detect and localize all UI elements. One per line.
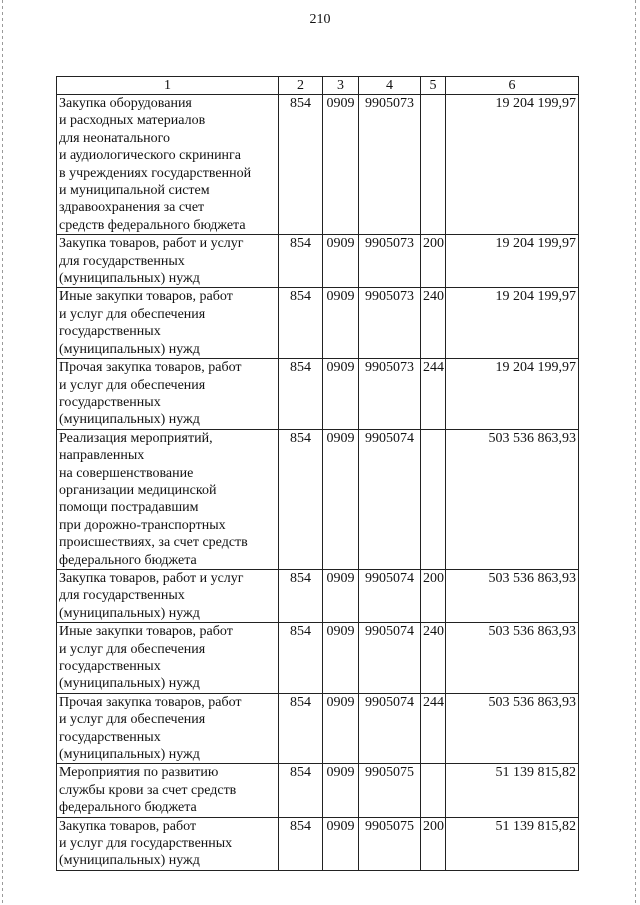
row-amount-cell: 503 536 863,93 bbox=[446, 429, 579, 569]
row-section-cell: 0909 bbox=[323, 359, 359, 430]
row-name-line: и расходных материалов bbox=[59, 113, 206, 129]
scan-edge-right bbox=[635, 0, 636, 905]
row-type-cell: 244 bbox=[421, 359, 446, 430]
row-grbs-cell: 854 bbox=[279, 693, 323, 764]
row-name-line: и услуг для обеспечения bbox=[59, 712, 206, 728]
row-name-line: федерального бюджета bbox=[59, 800, 197, 816]
row-section-cell: 0909 bbox=[323, 569, 359, 622]
row-section-cell: 0909 bbox=[323, 693, 359, 764]
row-type-cell: 200 bbox=[421, 817, 446, 870]
header-cell-target: 4 bbox=[359, 77, 421, 95]
row-name-line: государственных bbox=[59, 394, 161, 410]
row-name-cell bbox=[57, 817, 279, 870]
row-name-line: при дорожно-транспортных bbox=[59, 517, 226, 533]
row-target-cell: 9905074 bbox=[359, 623, 421, 694]
row-name-line: и услуг для обеспечения bbox=[59, 377, 206, 393]
row-target-cell: 9905074 bbox=[359, 569, 421, 622]
table-row bbox=[57, 235, 579, 288]
row-name-line: направленных bbox=[59, 448, 145, 464]
row-name-line: Закупка оборудования bbox=[59, 96, 192, 111]
row-grbs-cell: 854 bbox=[279, 235, 323, 288]
row-target-cell: 9905073 bbox=[359, 288, 421, 359]
row-type-cell: 244 bbox=[421, 693, 446, 764]
row-type-cell bbox=[421, 95, 446, 235]
row-name-line: в учреждениях государственной bbox=[59, 165, 252, 181]
row-name-cell bbox=[57, 623, 279, 694]
row-name-line: помощи пострадавшим bbox=[59, 500, 199, 516]
row-name-line: здравоохранения за счет bbox=[59, 200, 205, 216]
row-name-line: (муниципальных) нужд bbox=[59, 271, 200, 287]
table-row bbox=[57, 95, 579, 235]
row-name-line: средств федерального бюджета bbox=[59, 217, 246, 233]
header-cell-name: 1 bbox=[57, 77, 279, 95]
row-type-cell bbox=[421, 764, 446, 817]
row-name-line: и услуг для государственных bbox=[59, 836, 233, 852]
row-name-cell bbox=[57, 95, 279, 235]
row-name-cell bbox=[57, 288, 279, 359]
row-name-line: Закупка товаров, работ и услуг bbox=[59, 570, 244, 586]
row-name-line: Прочая закупка товаров, работ bbox=[59, 694, 242, 710]
row-type-cell: 200 bbox=[421, 569, 446, 622]
row-name-line: (муниципальных) нужд bbox=[59, 853, 200, 869]
row-name-line: (муниципальных) нужд bbox=[59, 747, 200, 763]
row-grbs-cell: 854 bbox=[279, 359, 323, 430]
table-row bbox=[57, 569, 579, 622]
row-name-line: Закупка товаров, работ bbox=[59, 818, 197, 834]
row-name-line: на совершенствование bbox=[59, 465, 194, 481]
row-name-line: происшествиях, за счет средств bbox=[59, 535, 248, 551]
row-name-line: государственных bbox=[59, 659, 161, 674]
row-name-line: (муниципальных) нужд bbox=[59, 341, 200, 357]
row-grbs-cell: 854 bbox=[279, 764, 323, 817]
row-name-cell bbox=[57, 359, 279, 430]
row-amount-cell: 19 204 199,97 bbox=[446, 359, 579, 430]
row-section-cell: 0909 bbox=[323, 817, 359, 870]
row-name-line: и услуг для обеспечения bbox=[59, 306, 206, 322]
row-target-cell: 9905074 bbox=[359, 693, 421, 764]
row-section-cell: 0909 bbox=[323, 235, 359, 288]
row-grbs-cell: 854 bbox=[279, 429, 323, 569]
row-target-cell: 9905075 bbox=[359, 764, 421, 817]
table-row bbox=[57, 429, 579, 569]
row-section-cell: 0909 bbox=[323, 764, 359, 817]
header-cell-amount: 6 bbox=[446, 77, 579, 95]
row-name-line: и муниципальной систем bbox=[59, 183, 210, 199]
row-section-cell: 0909 bbox=[323, 95, 359, 235]
row-grbs-cell: 854 bbox=[279, 95, 323, 235]
table-row bbox=[57, 764, 579, 817]
row-type-cell: 240 bbox=[421, 623, 446, 694]
row-grbs-cell: 854 bbox=[279, 817, 323, 870]
row-type-cell bbox=[421, 429, 446, 569]
header-cell-type: 5 bbox=[421, 77, 446, 95]
table-row bbox=[57, 288, 579, 359]
table-row bbox=[57, 817, 579, 870]
row-target-cell: 9905073 bbox=[359, 95, 421, 235]
row-target-cell: 9905073 bbox=[359, 359, 421, 430]
table-row bbox=[57, 693, 579, 764]
row-name-line: и услуг для обеспечения bbox=[59, 641, 206, 657]
row-type-cell: 200 bbox=[421, 235, 446, 288]
row-name-line: для государственных bbox=[59, 253, 185, 269]
row-type-cell: 240 bbox=[421, 288, 446, 359]
row-target-cell: 9905073 bbox=[359, 235, 421, 288]
row-name-line: Прочая закупка товаров, работ bbox=[59, 360, 242, 376]
row-grbs-cell: 854 bbox=[279, 569, 323, 622]
row-section-cell: 0909 bbox=[323, 288, 359, 359]
row-section-cell: 0909 bbox=[323, 429, 359, 569]
row-name-cell bbox=[57, 235, 279, 288]
row-amount-cell: 503 536 863,93 bbox=[446, 569, 579, 622]
row-amount-cell: 51 139 815,82 bbox=[446, 764, 579, 817]
row-amount-cell: 19 204 199,97 bbox=[446, 235, 579, 288]
row-amount-cell: 503 536 863,93 bbox=[446, 623, 579, 694]
row-amount-cell: 503 536 863,93 bbox=[446, 693, 579, 764]
row-name-cell bbox=[57, 429, 279, 569]
row-name-line: Иные закупки товаров, работ bbox=[59, 624, 233, 640]
row-target-cell: 9905075 bbox=[359, 817, 421, 870]
row-name-line: (муниципальных) нужд bbox=[59, 412, 200, 428]
scan-edge-left bbox=[2, 0, 3, 905]
row-name-line: и аудиологического скрининга bbox=[59, 148, 242, 164]
row-name-line: для неонатального bbox=[59, 130, 170, 146]
header-row bbox=[57, 77, 579, 95]
page-number: 210 bbox=[309, 12, 331, 27]
row-name-line: для государственных bbox=[59, 588, 185, 604]
table-row bbox=[57, 623, 579, 694]
header-cell-grbs: 2 bbox=[279, 77, 323, 95]
row-amount-cell: 19 204 199,97 bbox=[446, 95, 579, 235]
row-name-line: организации медицинской bbox=[59, 482, 217, 498]
row-name-line: Реализация мероприятий, bbox=[59, 430, 213, 446]
row-name-line: службы крови за счет средств bbox=[59, 782, 237, 798]
row-name-line: (муниципальных) нужд bbox=[59, 676, 200, 692]
row-name-line: государственных bbox=[59, 324, 161, 340]
row-grbs-cell: 854 bbox=[279, 623, 323, 694]
row-section-cell: 0909 bbox=[323, 623, 359, 694]
row-name-cell bbox=[57, 569, 279, 622]
row-target-cell: 9905074 bbox=[359, 429, 421, 569]
budget-table bbox=[56, 76, 579, 871]
row-name-cell bbox=[57, 693, 279, 764]
table-row bbox=[57, 359, 579, 430]
row-grbs-cell: 854 bbox=[279, 288, 323, 359]
row-name-line: Иные закупки товаров, работ bbox=[59, 289, 233, 305]
table-body bbox=[57, 95, 579, 871]
row-name-cell bbox=[57, 764, 279, 817]
row-name-line: (муниципальных) нужд bbox=[59, 605, 200, 621]
row-name-line: федерального бюджета bbox=[59, 552, 197, 568]
row-name-line: государственных bbox=[59, 729, 161, 745]
row-amount-cell: 51 139 815,82 bbox=[446, 817, 579, 870]
header-cell-section: 3 bbox=[323, 77, 359, 95]
row-amount-cell: 19 204 199,97 bbox=[446, 288, 579, 359]
row-name-line: Мероприятия по развитию bbox=[59, 765, 219, 781]
row-name-line: Закупка товаров, работ и услуг bbox=[59, 236, 244, 252]
